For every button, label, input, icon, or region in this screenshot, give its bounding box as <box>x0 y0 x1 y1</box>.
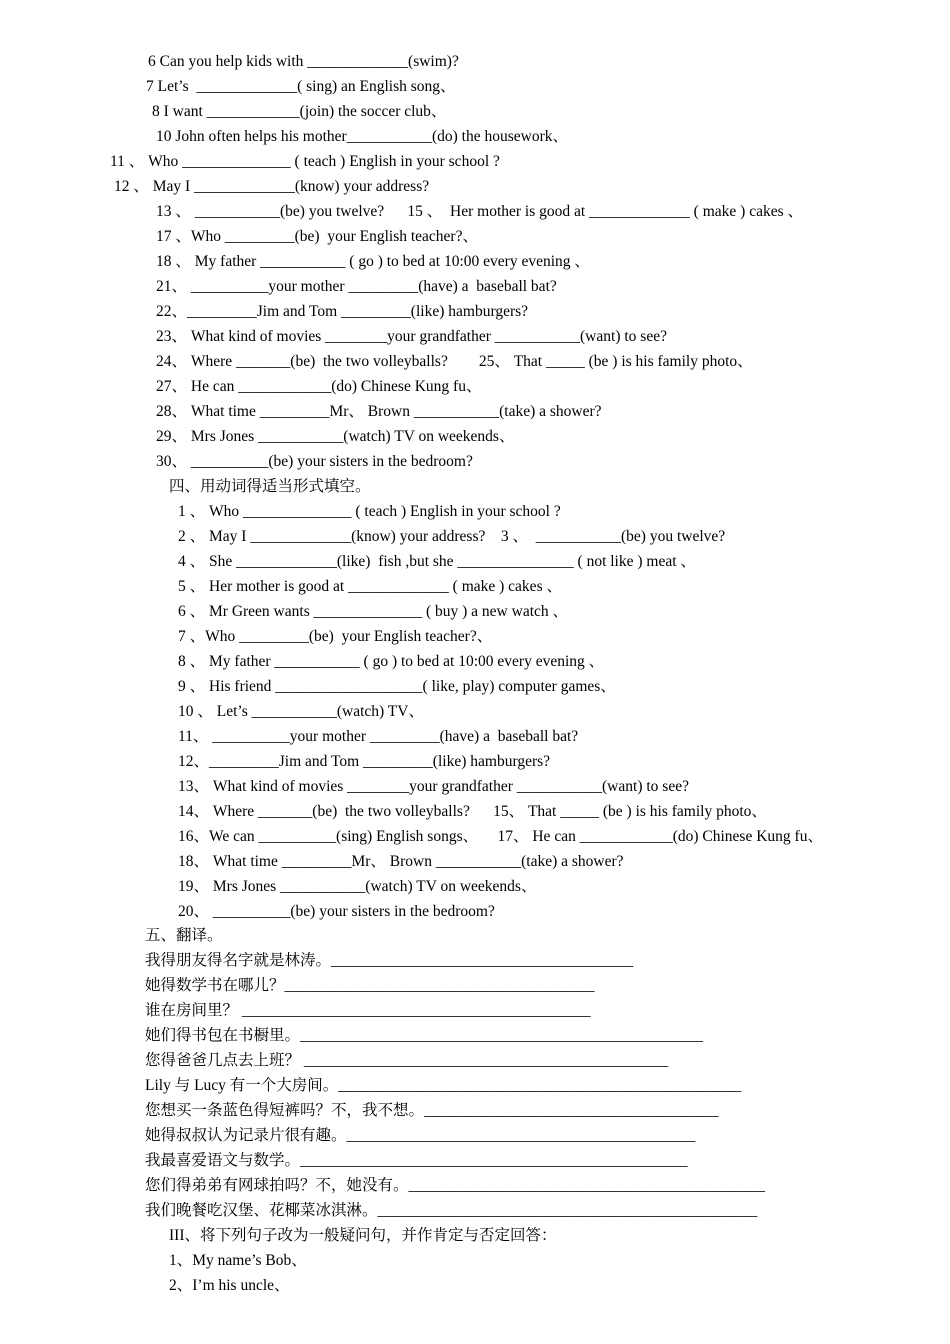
exercise-line: 21、 __________your mother _________(have) a baseball bat? <box>156 278 557 295</box>
exercise-line: 20、 __________(be) your sisters in the bedroom? <box>178 903 495 920</box>
translation-line: 我们晚餐吃汉堡、花椰菜冰淇淋。_________________________________________________ <box>145 1202 758 1219</box>
translation-line: 谁在房间里？ _____________________________________________ <box>145 1002 591 1019</box>
exercise-line: 4 、 She _____________(like) fish ,but she _______________ ( not like ) meat 、 <box>178 553 696 570</box>
exercise-line: 13 、 ___________(be) you twelve? 15 、 Her mother is good at _____________ ( make ) cakes 、 <box>156 203 803 220</box>
exercise-line: 13、 What kind of movies ________your grandfather ___________(want) to see? <box>178 778 689 795</box>
translation-line: 您得爸爸几点去上班？ _______________________________________________ <box>145 1052 669 1069</box>
exercise-line: 18 、 My father ___________ ( go ) to bed at 10:00 every evening 、 <box>156 253 590 270</box>
exercise-line: 7 、Who _________(be) your English teacher?、 <box>178 628 493 645</box>
exercise-line: 8 I want ____________(join) the soccer club、 <box>152 103 447 120</box>
exercise-line: 7 Let’s _____________( sing) an English song、 <box>146 78 456 95</box>
exercise-line: 24、 Where _______(be) the two volleyballs? 25、 That _____ (be ) is his family photo、 <box>156 353 753 370</box>
exercise-line: 2 、 May I _____________(know) your address? 3 、 ___________(be) you twelve? <box>178 528 726 545</box>
translation-line: 我最喜爱语文与数学。__________________________________________________ <box>145 1152 688 1169</box>
exercise-line: 10 、 Let’s ___________(watch) TV、 <box>178 703 424 720</box>
exercise-line: 16、We can __________(sing) English songs、 17、 He can ____________(do) Chinese Kung fu、 <box>178 828 823 845</box>
translation-line: 她得数学书在哪儿？________________________________________ <box>145 977 595 994</box>
exercise-line: 28、 What time _________Mr、 Brown ___________(take) a shower? <box>156 403 602 420</box>
exercise-line: 10 John often helps his mother___________(do) the housework、 <box>156 128 568 145</box>
exercise-line: 1、My name’s Bob、 <box>169 1252 307 1269</box>
exercise-line: 22、_________Jim and Tom _________(like) hamburgers? <box>156 303 529 320</box>
exercise-line: 2、I’m his uncle、 <box>169 1277 290 1294</box>
section-heading: 四、用动词得适当形式填空。 <box>169 478 371 495</box>
translation-line: 我得朋友得名字就是林涛。_______________________________________ <box>145 952 634 969</box>
translation-line: 您想买一条蓝色得短裤吗？不，我不想。______________________________________ <box>145 1102 719 1119</box>
exercise-line: 6 Can you help kids with _____________(swim)? <box>148 53 459 70</box>
translation-line: 您们得弟弟有网球拍吗？不，她没有。______________________________________________ <box>145 1177 766 1194</box>
exercise-line: 23、 What kind of movies ________your grandfather ___________(want) to see? <box>156 328 667 345</box>
exercise-line: 27、 He can ____________(do) Chinese Kung fu、 <box>156 378 482 395</box>
translation-line: Lily 与 Lucy 有一个大房间。____________________________________________________ <box>145 1077 742 1094</box>
exercise-line: 12 、 May I _____________(know) your address? <box>114 178 430 195</box>
exercise-line: 8 、 My father ___________ ( go ) to bed at 10:00 every evening 、 <box>178 653 605 670</box>
exercise-line: 9 、 His friend ___________________( like, play) computer games、 <box>178 678 616 695</box>
translation-line: 她们得书包在书橱里。____________________________________________________ <box>145 1027 704 1044</box>
exercise-line: 19、 Mrs Jones ___________(watch) TV on weekends、 <box>178 878 537 895</box>
exercise-line: 6 、 Mr Green wants ______________ ( buy ) a new watch 、 <box>178 603 569 620</box>
exercise-line: 30、 __________(be) your sisters in the bedroom? <box>156 453 473 470</box>
exercise-line: 18、 What time _________Mr、 Brown ___________(take) a shower? <box>178 853 624 870</box>
exercise-line: 14、 Where _______(be) the two volleyballs? 15、 That _____ (be ) is his family photo、 <box>178 803 767 820</box>
exercise-line: 12、_________Jim and Tom _________(like) hamburgers? <box>178 753 551 770</box>
exercise-line: 29、 Mrs Jones ___________(watch) TV on weekends、 <box>156 428 515 445</box>
exercise-line: 11 、 Who ______________ ( teach ) English in your school ? <box>110 153 500 170</box>
exercise-line: 1 、 Who ______________ ( teach ) English in your school ? <box>178 503 561 520</box>
exercise-line: 11、 __________your mother _________(have) a baseball bat? <box>178 728 579 745</box>
exercise-line: 17 、Who _________(be) your English teacher?、 <box>156 228 478 245</box>
section-heading: III、将下列句子改为一般疑问句，并作肯定与否定回答： <box>169 1227 557 1244</box>
section-heading: 五、翻译。 <box>145 927 223 944</box>
translation-line: 她得叔叔认为记录片很有趣。_____________________________________________ <box>145 1127 696 1144</box>
exercise-line: 5 、 Her mother is good at _____________ ( make ) cakes 、 <box>178 578 562 595</box>
